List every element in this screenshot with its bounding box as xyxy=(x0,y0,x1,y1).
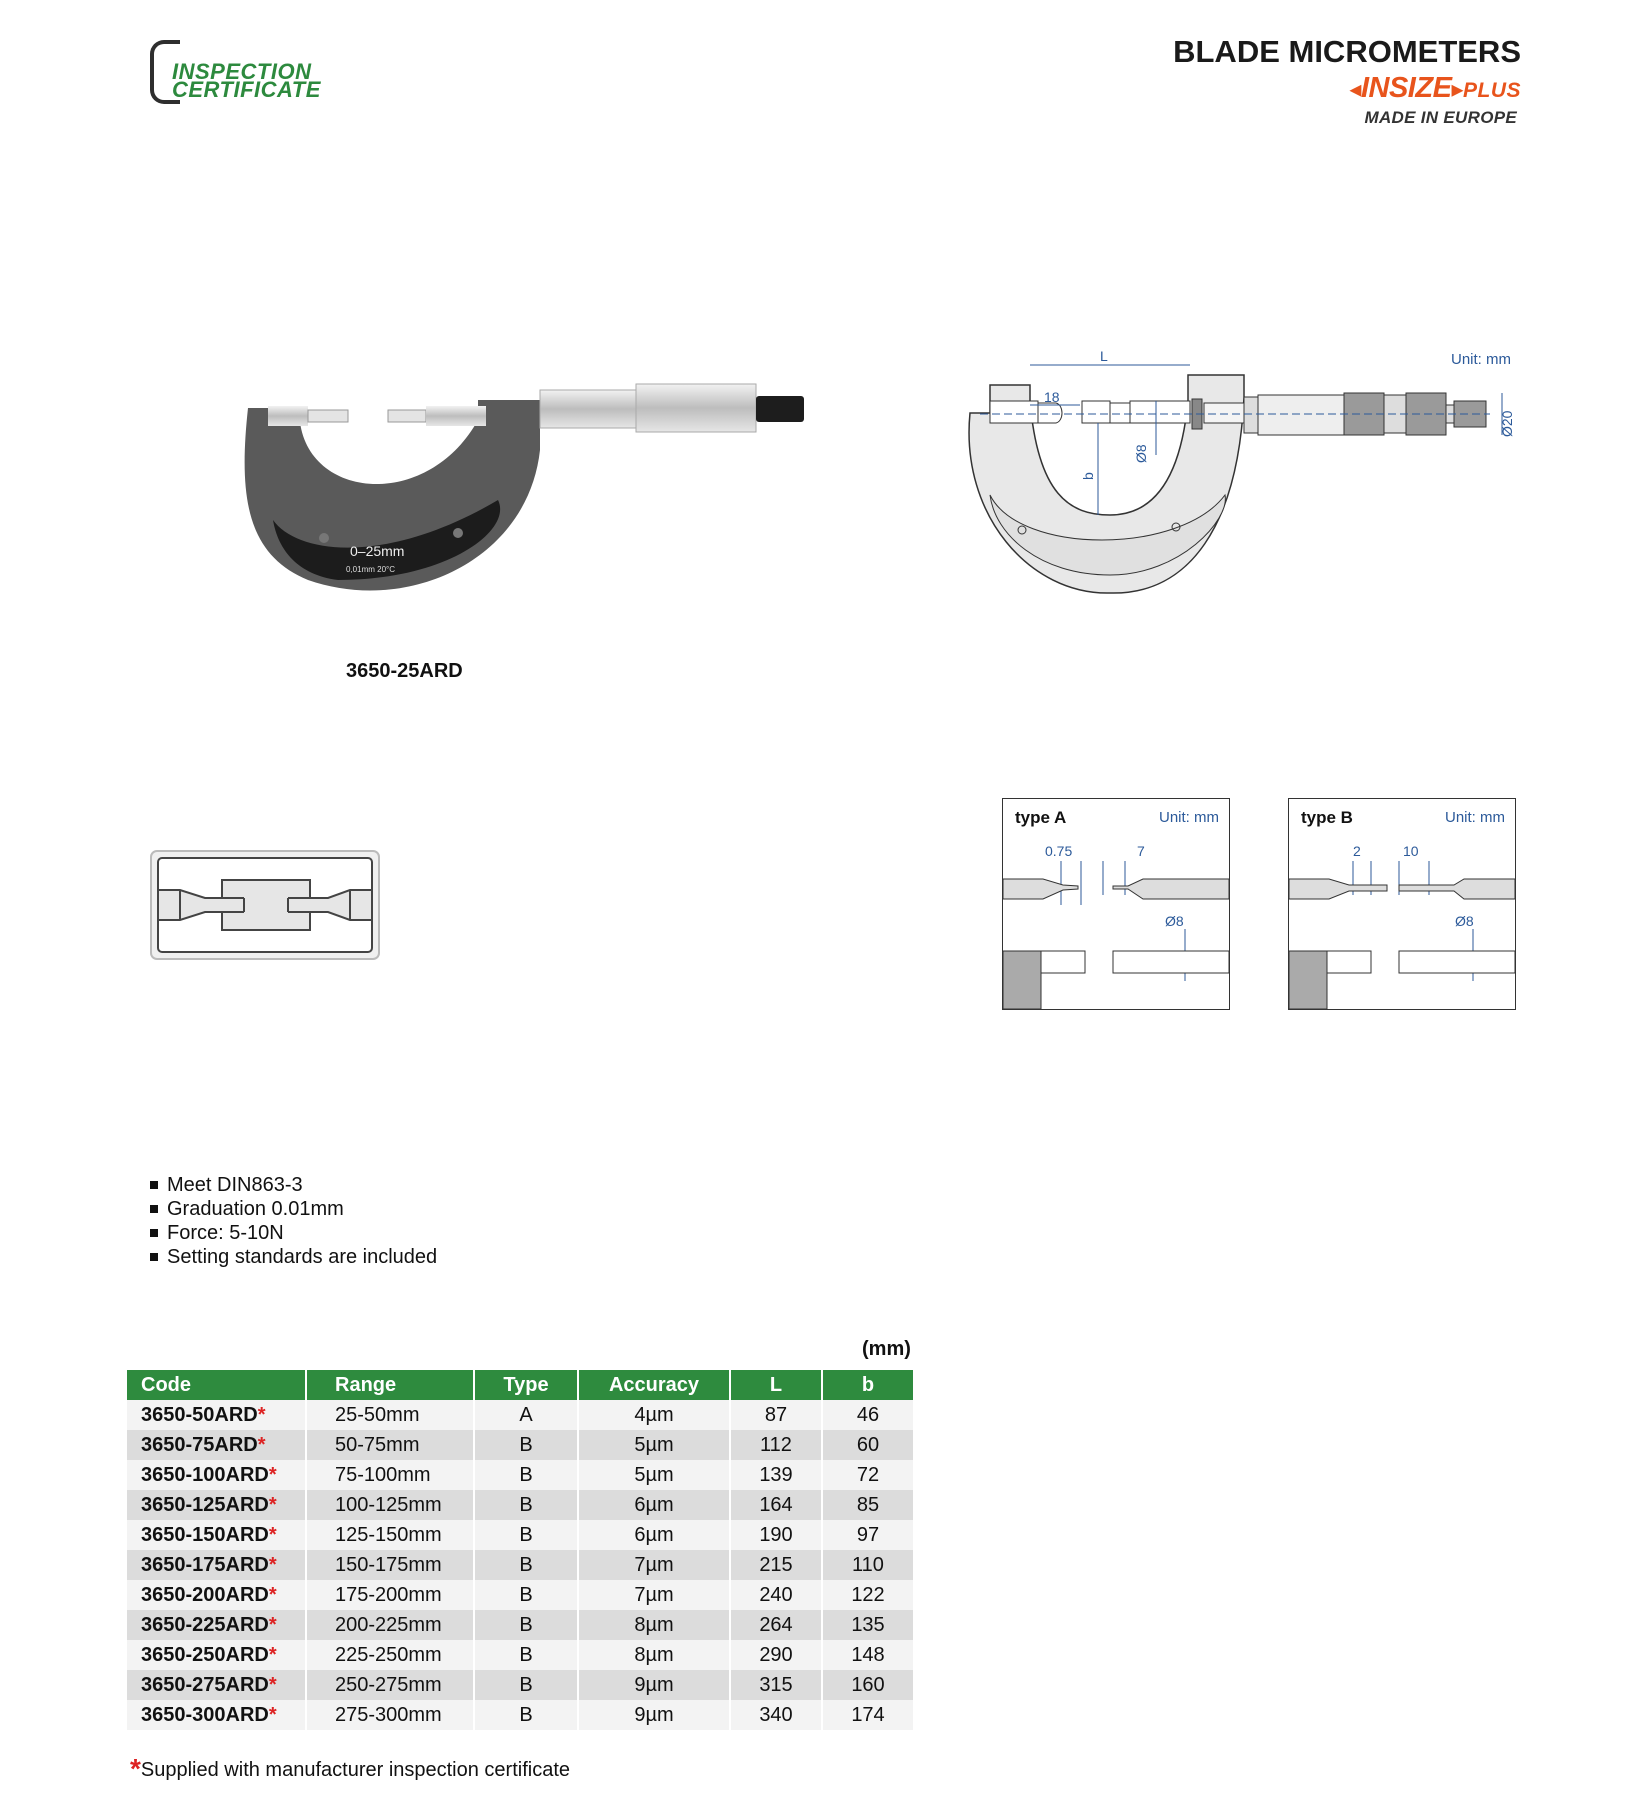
micrometer-photo xyxy=(228,380,808,610)
table-row: 3650-150ARD* 125-150mm B 6µm 190 97 xyxy=(127,1520,913,1550)
table-row: 3650-225ARD* 200-225mm B 8µm 264 135 xyxy=(127,1610,913,1640)
type-a-dim-blade: 0.75 xyxy=(1045,843,1073,859)
type-a-dim-length: 7 xyxy=(1137,843,1145,859)
spec-table xyxy=(127,1370,913,1730)
feature-item: Force: 5-10N xyxy=(150,1221,437,1245)
certificate-marker: * xyxy=(268,1553,277,1576)
dimension-drawing xyxy=(960,345,1520,605)
drawing-unit: Unit: mm xyxy=(1451,351,1511,368)
certificate-marker: * xyxy=(268,1703,277,1726)
table-row: 3650-300ARD* 275-300mm B 9µm 340 174 xyxy=(127,1700,913,1730)
type-a-name: type A xyxy=(1015,808,1067,827)
feature-item: Graduation 0.01mm xyxy=(150,1197,437,1221)
header-code: Code xyxy=(127,1370,306,1400)
table-row: 3650-175ARD* 150-175mm B 7µm 215 110 xyxy=(127,1550,913,1580)
header-accuracy: Accuracy xyxy=(578,1370,730,1400)
setting-standard-illustration xyxy=(150,850,380,960)
certificate-marker: * xyxy=(268,1523,277,1546)
made-in-label: MADE IN EUROPE xyxy=(1364,108,1517,127)
header-type: Type xyxy=(474,1370,578,1400)
drawing-dim-L: L xyxy=(1100,348,1108,364)
brand-plus: PLUS xyxy=(1462,79,1521,102)
photo-spec-text: 0,01mm 20°C xyxy=(346,565,395,574)
footnote xyxy=(130,1751,570,1783)
bullet-icon xyxy=(150,1229,158,1237)
table-row: 3650-250ARD* 225-250mm B 8µm 290 148 xyxy=(127,1640,913,1670)
footnote-marker: * xyxy=(130,1753,141,1784)
header-L: L xyxy=(730,1370,822,1400)
footnote-text: Supplied with manufacturer inspection certificate xyxy=(140,1759,571,1781)
table-row: 3650-200ARD* 175-200mm B 7µm 240 122 xyxy=(127,1580,913,1610)
brand-arrow-icon: ▸ xyxy=(1451,76,1463,103)
type-b-unit: Unit: mm xyxy=(1445,809,1505,826)
cert-line-2: CERTIFICATE xyxy=(172,77,321,102)
drawing-dim-d20: Ø20 xyxy=(1499,410,1515,437)
bullet-icon xyxy=(150,1181,158,1189)
certificate-marker: * xyxy=(268,1613,277,1636)
drawing-dim-b: b xyxy=(1080,472,1096,480)
page-title: BLADE MICROMETERS xyxy=(1173,34,1521,69)
certificate-marker: * xyxy=(268,1583,277,1606)
photo-range-text: 0–25mm xyxy=(350,543,405,559)
type-b-dim-length: 10 xyxy=(1403,843,1419,859)
type-b-box xyxy=(1288,798,1516,1010)
brand-name: INSIZE xyxy=(1360,72,1452,104)
certificate-marker: * xyxy=(268,1673,277,1696)
certificate-marker: * xyxy=(268,1463,277,1486)
header-range: Range xyxy=(306,1370,474,1400)
type-a-drawing xyxy=(1003,799,1229,1009)
bullet-icon xyxy=(150,1253,158,1261)
certificate-marker: * xyxy=(268,1643,277,1666)
brand-arrow-icon: ◂ xyxy=(1349,76,1361,103)
type-a-box xyxy=(1002,798,1230,1010)
model-caption: 3650-25ARD xyxy=(346,660,463,682)
certificate-marker: * xyxy=(257,1403,266,1426)
table-row: 3650-75ARD* 50-75mm B 5µm 112 60 xyxy=(127,1430,913,1460)
table-row: 3650-275ARD* 250-275mm B 9µm 315 160 xyxy=(127,1670,913,1700)
cert-line-1: INSPECTION xyxy=(172,59,312,84)
feature-item: Meet DIN863-3 xyxy=(150,1173,437,1197)
feature-item: Setting standards are included xyxy=(150,1245,437,1269)
type-a-dim-d8: Ø8 xyxy=(1165,913,1184,929)
table-unit: (mm) xyxy=(862,1338,911,1360)
table-header-row xyxy=(127,1370,913,1400)
table-row: 3650-50ARD* 25-50mm A 4µm 87 46 xyxy=(127,1400,913,1430)
bullet-icon xyxy=(150,1205,158,1213)
type-b-dim-blade: 2 xyxy=(1353,843,1361,859)
type-b-dim-d8: Ø8 xyxy=(1455,913,1474,929)
certificate-marker: * xyxy=(257,1433,266,1456)
type-a-unit: Unit: mm xyxy=(1159,809,1219,826)
inspection-certificate-logo xyxy=(150,38,350,102)
certificate-marker: * xyxy=(268,1493,277,1516)
table-row: 3650-125ARD* 100-125mm B 6µm 164 85 xyxy=(127,1490,913,1520)
feature-list xyxy=(150,1173,437,1269)
table-row: 3650-100ARD* 75-100mm B 5µm 139 72 xyxy=(127,1460,913,1490)
type-b-drawing xyxy=(1289,799,1515,1009)
drawing-dim-18: 18 xyxy=(1044,389,1060,405)
header-b: b xyxy=(822,1370,913,1400)
type-b-name: type B xyxy=(1301,808,1353,827)
brand-logo xyxy=(1349,72,1521,105)
drawing-dim-d8: Ø8 xyxy=(1133,444,1149,463)
